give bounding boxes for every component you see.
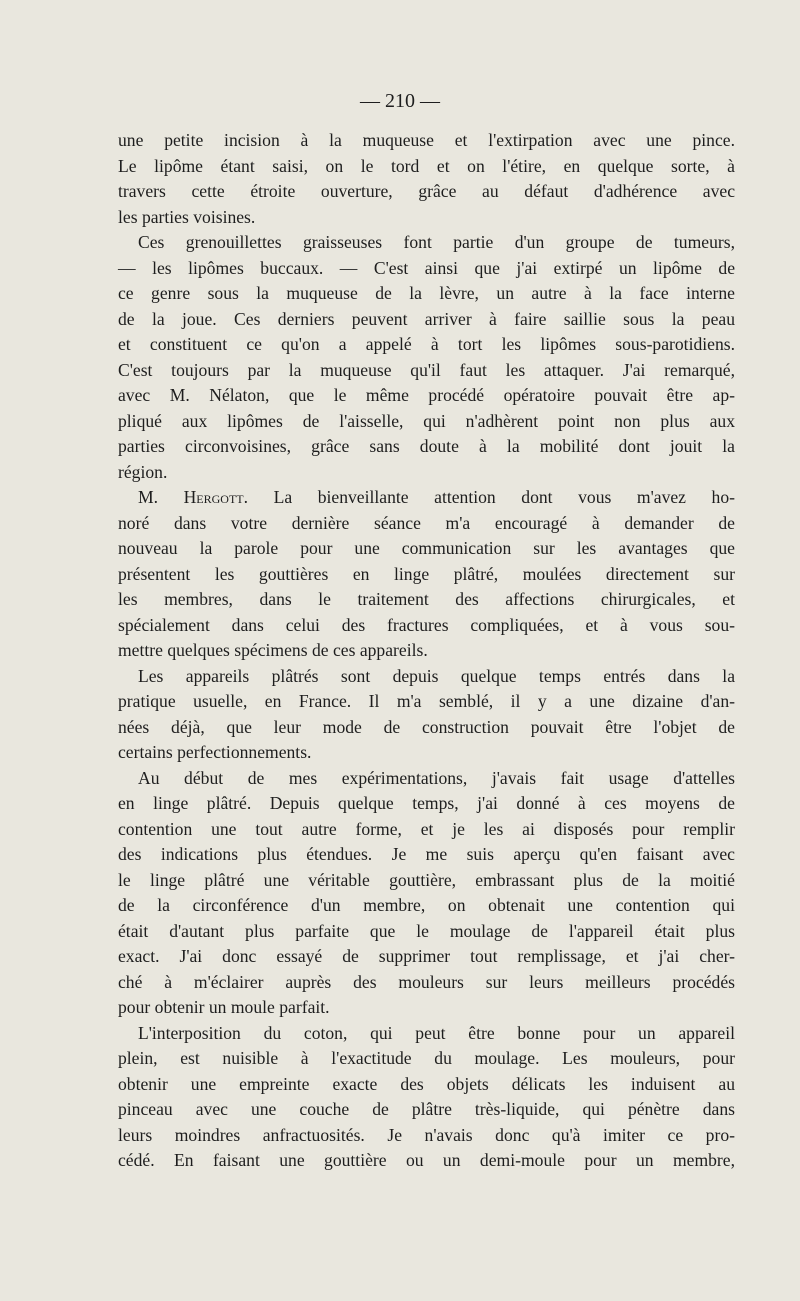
line-text: et constituent ce qu'on a appelé à tort les lipômes sous-parotidiens. [118, 334, 735, 354]
text-line [118, 409, 735, 435]
line-text: ché à m'éclairer auprès des mouleurs sur leurs meilleurs procédés [118, 971, 735, 992]
line-text: L'interposition du coton, qui peut être bonne pour un appareil [138, 1022, 735, 1043]
text-line [118, 179, 735, 205]
line-text: obtenir une empreinte exacte des objets délicats les induisent au [118, 1073, 735, 1094]
line-text: de la circonférence d'un membre, on obtenait une contention qui [118, 895, 735, 915]
text-line [118, 307, 735, 333]
line-text: cédé. En faisant une gouttière ou un demi-moule pour un membre, [118, 1150, 735, 1170]
line-text: les parties voisines. [118, 206, 256, 227]
text-line [118, 842, 735, 868]
line-text: pliqué aux lipômes de l'aisselle, qui n'adhèrent point non plus aux [118, 410, 735, 431]
line-text: présentent les gouttières en linge plâtré, moulées directement sur [118, 563, 735, 584]
line-text: Le lipôme étant saisi, on le tord et on l'étire, en quelque sorte, à [118, 155, 735, 176]
line-text: le linge plâtré une véritable gouttière, embrassant plus de la moitié [118, 869, 735, 890]
text-line [118, 562, 735, 588]
text-line [118, 1072, 735, 1098]
text-line [118, 1123, 735, 1149]
text-line [118, 511, 735, 537]
line-text: mettre quelques spécimens de ces appareils. [118, 640, 428, 660]
text-line [118, 485, 735, 511]
line-text: était d'autant plus parfaite que le moulage de l'appareil était plus [118, 920, 735, 941]
text-line [118, 638, 735, 664]
line-text: nées déjà, que leur mode de construction pouvait être l'objet de [118, 716, 735, 737]
line-text: leurs moindres anfractuosités. Je n'avais donc qu'à imiter ce pro- [118, 1124, 735, 1145]
text-line [118, 281, 735, 307]
line-text: une petite incision à la muqueuse et l'extirpation avec une pince. [118, 130, 735, 150]
text-line [118, 383, 735, 409]
line-text: région. [118, 461, 168, 482]
text-line [118, 715, 735, 741]
text-line [118, 128, 735, 154]
line-text: en linge plâtré. Depuis quelque temps, j'ai donné à ces moyens de [118, 793, 735, 813]
line-text: pour obtenir un moule parfait. [118, 997, 330, 1017]
text-line [118, 587, 735, 613]
text-line [118, 893, 735, 919]
text-line [118, 766, 735, 792]
text-line [118, 1097, 735, 1123]
text-line [118, 205, 735, 231]
line-text: de la joue. Ces derniers peuvent arriver à faire saillie sous la peau [118, 308, 735, 329]
line-text: des indications plus étendues. Je me suis aperçu qu'en faisant avec [118, 844, 735, 864]
line-text: Les appareils plâtrés sont depuis quelque temps entrés dans la [138, 665, 735, 686]
text-line [118, 613, 735, 639]
line-text: Ces grenouillettes graisseuses font partie d'un groupe de tumeurs, [138, 232, 735, 252]
line-text: ce genre sous la muqueuse de la lèvre, un autre à la face interne [118, 283, 735, 303]
body-text [118, 128, 735, 1174]
text-line [118, 536, 735, 562]
text-line [118, 791, 735, 817]
text-line [118, 256, 735, 282]
text-line [118, 740, 735, 766]
text-line [118, 817, 735, 843]
line-text: parties circonvoisines, grâce sans doute à la mobilité dont jouit la [118, 436, 735, 456]
text-line [118, 664, 735, 690]
text-line [118, 1021, 735, 1047]
line-text: Au début de mes expérimentations, j'avais fait usage d'attelles [138, 767, 735, 788]
text-line [118, 358, 735, 384]
text-line [118, 970, 735, 996]
line-text: certains perfectionnements. [118, 742, 312, 762]
text-line [118, 332, 735, 358]
line-text: nouveau la parole pour une communication sur les avantages que [118, 538, 735, 558]
line-text: plein, est nuisible à l'exactitude du moulage. Les mouleurs, pour [118, 1048, 735, 1068]
line-text: spécialement dans celui des fractures compliquées, et à vous sou- [118, 614, 735, 635]
text-line [118, 154, 735, 180]
text-line [118, 1148, 735, 1174]
line-text: travers cette étroite ouverture, grâce au défaut d'adhérence avec [118, 181, 735, 201]
text-line [118, 230, 735, 256]
line-text: avec M. Nélaton, que le même procédé opératoire pouvait être ap- [118, 385, 735, 405]
text-line [118, 1046, 735, 1072]
page-number: — 210 — [360, 90, 440, 112]
line-text: noré dans votre dernière séance m'a encouragé à demander de [118, 512, 735, 533]
text-line [118, 995, 735, 1021]
line-text: C'est toujours par la muqueuse qu'il faut les attaquer. J'ai remarqué, [118, 359, 735, 380]
line-text: pinceau avec une couche de plâtre très-liquide, qui pénètre dans [118, 1099, 735, 1119]
speaker-name: M. Hergott. [138, 487, 249, 507]
line-text: — les lipômes buccaux. — C'est ainsi que j'ai extirpé un lipôme de [118, 257, 735, 278]
text-line [118, 919, 735, 945]
text-line [118, 868, 735, 894]
text-line [118, 689, 735, 715]
text-line [118, 944, 735, 970]
line-text: La bienveillante attention dont vous m'avez ho- [248, 487, 735, 507]
line-text: contention une tout autre forme, et je les ai disposés pour remplir [118, 818, 735, 839]
line-text: pratique usuelle, en France. Il m'a semblé, il y a une dizaine d'an- [118, 691, 735, 711]
line-text: les membres, dans le traitement des affections chirurgicales, et [118, 589, 735, 609]
text-line [118, 460, 735, 486]
line-text: exact. J'ai donc essayé de supprimer tout remplissage, et j'ai cher- [118, 946, 735, 966]
text-line [118, 434, 735, 460]
